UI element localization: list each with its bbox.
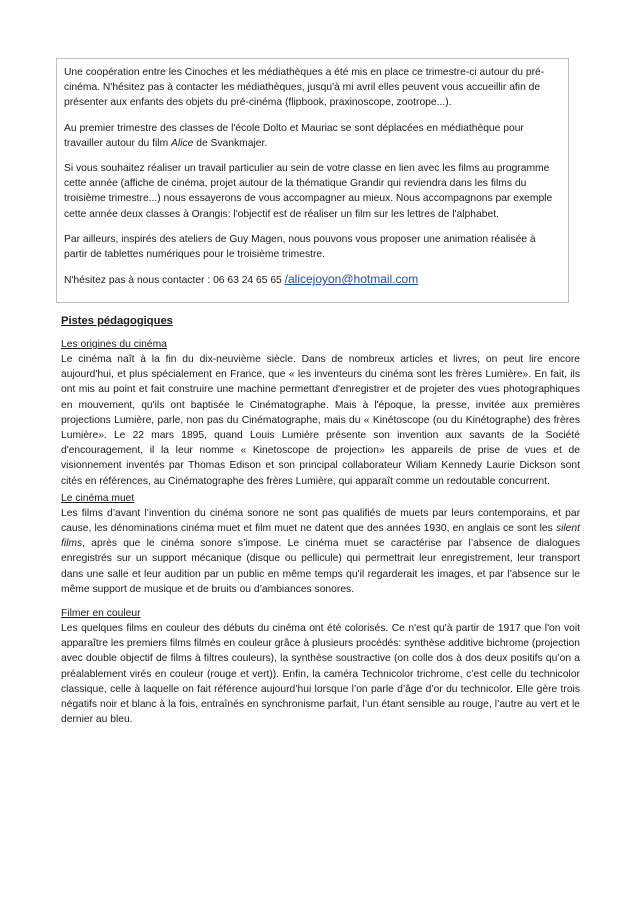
box-paragraph-cooperation: Une coopération entre les Cinoches et les médiathèques a été mis en place ce trimestre-ci autour du pré-cinéma. N'hésitez pas à contacter les médiathèques, jusqu'à mi avril elles peuvent vous accueillir afin de présenter aux enfants des objets du pré-cinéma (flipbook, praxinoscope, zootrope...). [64,67,545,109]
contact-text: N'hésitez pas à nous contacter : 06 63 24 65 65 [64,275,285,287]
film-title-alice: Alice [171,137,194,149]
subsection-title-couleur: Filmer en couleur [61,608,141,620]
paragraph-muet-start: Les films d’avant l’invention du cinéma sonore ne sont pas qualifiés de muets par leurs contemporains, et par cause, les dénominations cinéma muet et film muet ne datent que des années 1930, en anglais ce sont les [61,507,580,535]
term-silent-films: silent films [61,523,580,550]
paragraph-origines: Le cinéma naît à la fin du dix-neuvième siècle. Dans de nombreux articles et livres, on peut lire encore aujourd'hui, et plus spécialement en France, que « les inventeurs du cinéma sont les frères Lumière». En fait, ils ont mis au point et fait construire une machine permettant d'enregistrer et de projeter des vues photographiques en mouvement, qu'ils ont baptisée le Cinématographe. Mais à l'époque, la presse, invitée aux premières projections Lumière, parle, non pas du Cinématographe, mais du « Kinétoscope (ou du Kinétographe) des frères Lumière». Le 22 mars 1895, quand Louis Lumière présente son invention aux savants de la Société d'encouragement, il la leur nomme « Kinetoscope de projection» les appareils de prise de vues et de visionnement inventés par Thomas Edison et son principal collaborateur Wiliam Kennedy Laurie Dickson sont cités en références, au Cinématographe des frères Lumière, qui apparaît comme un redoutable concurrent. [61,354,580,487]
box-paragraph-alice-start: Au premier trimestre des classes de l'école Dolto et Mauriac se sont déplacées en médiathèque pour travailler autour du film [64,122,524,149]
subsection-title-muet: Le cinéma muet [61,492,135,504]
paragraph-muet-end: , après que le cinéma sonore s’impose. Le cinéma muet se caractérise par l’absence de dialogues enregistrés sur un support mécanique (disque ou pellicule) qui permettrait leur enregistrement, leur transport dans une salle et leur audition par un public en même temps qu'il regarderait les images, et par l’absence sur le même support de musique et de bruits ou d’ambiances sonores. [61,538,580,595]
info-box [56,58,569,303]
box-contact-line [64,272,561,288]
contact-email-link[interactable]: /alicejoyon@hotmail.com [284,272,419,287]
section-title: Pistes pédagogiques [61,315,173,327]
paragraph-couleur: Les quelques films en couleur des débuts du cinéma ont été colorisés. Ce n'est qu'à partir de 1917 que l'on voit apparaître les premiers films filmés en couleur grâce à plusieurs procédés: synthèse additive bichrome (projection avec double objectif de films à filtres couleurs), la synthèse soustractive (on colle dos à dos deux positifs qu’on a préalablement virés en couleur (rouge et vert)). Enfin, la caméra Technicolor trichrome, c’est celle du technicolor classique, celle à laquelle on fait référence aujourd’hui lorsque l’on parle d’âge d’or du technicolor. Elle gère trois négatifs noir et blanc à la fois, entraînés en synchronisme parfait, l’un étant sensible au rouge, l’autre au vert et le dernier au bleu. [61,623,580,726]
box-paragraph-alice-end: de Svankmajer. [193,137,268,149]
box-paragraph-projects: Si vous souhaitez réaliser un travail particulier au sein de votre classe en lien avec les films au programme cette année (affiche de cinéma, projet autour de la thématique Grandir qui reviendra dans les films du troisième trimestre...) nous essayerons de vous accompagner au mieux. Nous accompagnons par exemple cette année deux classes à Orangis: l'objectif est de réaliser un film sur les lettres de l'alphabet. [64,163,553,220]
box-paragraph-alice [64,121,561,151]
main-content [61,314,580,727]
subsection-title-origines: Les origines du cinéma [61,339,167,350]
paragraph-muet [61,506,580,597]
box-paragraph-tablets: Par ailleurs, inspirés des ateliers de Guy Magen, nous pouvons vous proposer une animation réalisée à partir de tablettes numériques pour le troisième trimestre. [64,233,536,261]
